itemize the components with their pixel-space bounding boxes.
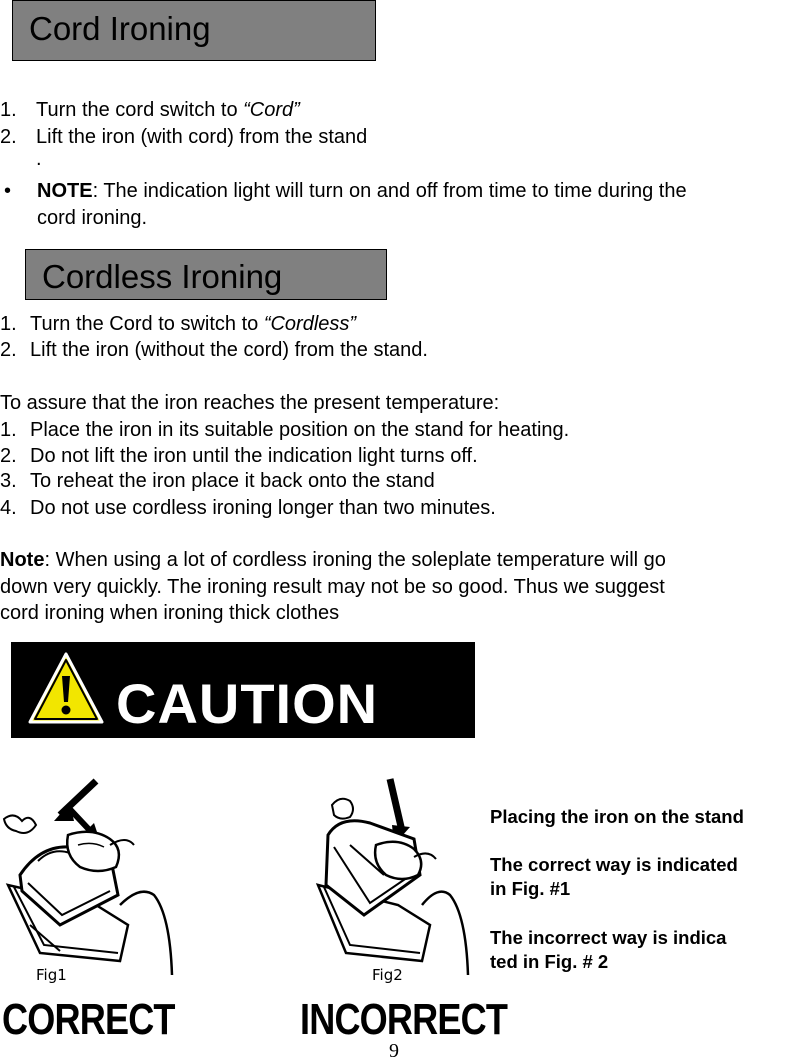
note-line-1: : The indication light will turn on and off from time to time during the (92, 180, 687, 202)
step-number: 2. (0, 339, 17, 361)
step-text: Lift the iron (without the cord) from the stand. (30, 339, 428, 361)
note-label: Note (0, 549, 45, 571)
temperature-step-3: 3. To reheat the iron place it back onto the stand (0, 470, 435, 492)
figure-2-illustration (310, 775, 475, 985)
placing-title: Placing the iron on the stand (490, 806, 744, 827)
cordless-note-line-2: down very quickly. The ironing result may not be so good. Thus we suggest (0, 576, 665, 598)
figure-2-caption: Fig2 (372, 966, 403, 984)
warning-triangle-icon (27, 650, 105, 726)
step-quoted: “Cordless” (263, 313, 357, 335)
cord-step-1 (0, 99, 300, 122)
note-label: NOTE (37, 180, 93, 202)
correct-line-1: The correct way is indicated (490, 854, 738, 875)
temperature-step-1: 1. Place the iron in its suitable position on the stand for heating. (0, 419, 570, 441)
cord-note-line-2: cord ironing. (37, 207, 148, 229)
caution-banner (11, 642, 475, 738)
incorrect-label: INCORRECT (300, 995, 508, 1044)
step-text: Lift the iron (with cord) from the stand (36, 126, 368, 148)
correct-line-2: in Fig. #1 (490, 878, 571, 899)
figure-1-illustration (0, 775, 178, 985)
cordless-note-line-3: cord ironing when ironing thick clothes (0, 602, 340, 624)
cord-ironing-heading (12, 0, 376, 61)
step-number: 2. (0, 126, 17, 148)
temperature-step-2: 2. Do not lift the iron until the indication light turns off. (0, 445, 478, 467)
step-text: Turn the cord switch to (36, 99, 244, 121)
cord-ironing-heading-text: Cord Ironing (29, 10, 211, 47)
cordless-ironing-heading (25, 249, 387, 300)
note-line-1: : When using a lot of cordless ironing the soleplate temperature will go (44, 549, 666, 571)
cordless-step-2 (0, 339, 428, 362)
step-number: 1. (0, 313, 17, 335)
page-number: 9 (389, 1040, 399, 1062)
figure-1-caption: Fig1 (36, 966, 67, 984)
cordless-note (0, 549, 666, 572)
cordless-step-1 (0, 313, 356, 336)
step-number: 1. (0, 99, 17, 121)
temperature-intro: To assure that the iron reaches the present temperature: (0, 392, 500, 414)
correct-label: CORRECT (2, 995, 175, 1044)
cordless-ironing-heading-text: Cordless Ironing (42, 258, 283, 295)
cord-note-bullet: • (4, 180, 12, 202)
incorrect-line-2: ted in Fig. # 2 (490, 951, 609, 972)
temperature-step-4: 4. Do not use cordless ironing longer than two minutes. (0, 497, 496, 519)
step-text: Turn the Cord to switch to (30, 313, 264, 335)
cord-note (37, 180, 687, 203)
incorrect-line-1: The incorrect way is indica (490, 927, 727, 948)
stray-dot: . (36, 148, 42, 170)
step-quoted: “Cord” (243, 99, 300, 121)
cord-step-2 (0, 126, 367, 149)
caution-label: CAUTION (116, 672, 379, 735)
